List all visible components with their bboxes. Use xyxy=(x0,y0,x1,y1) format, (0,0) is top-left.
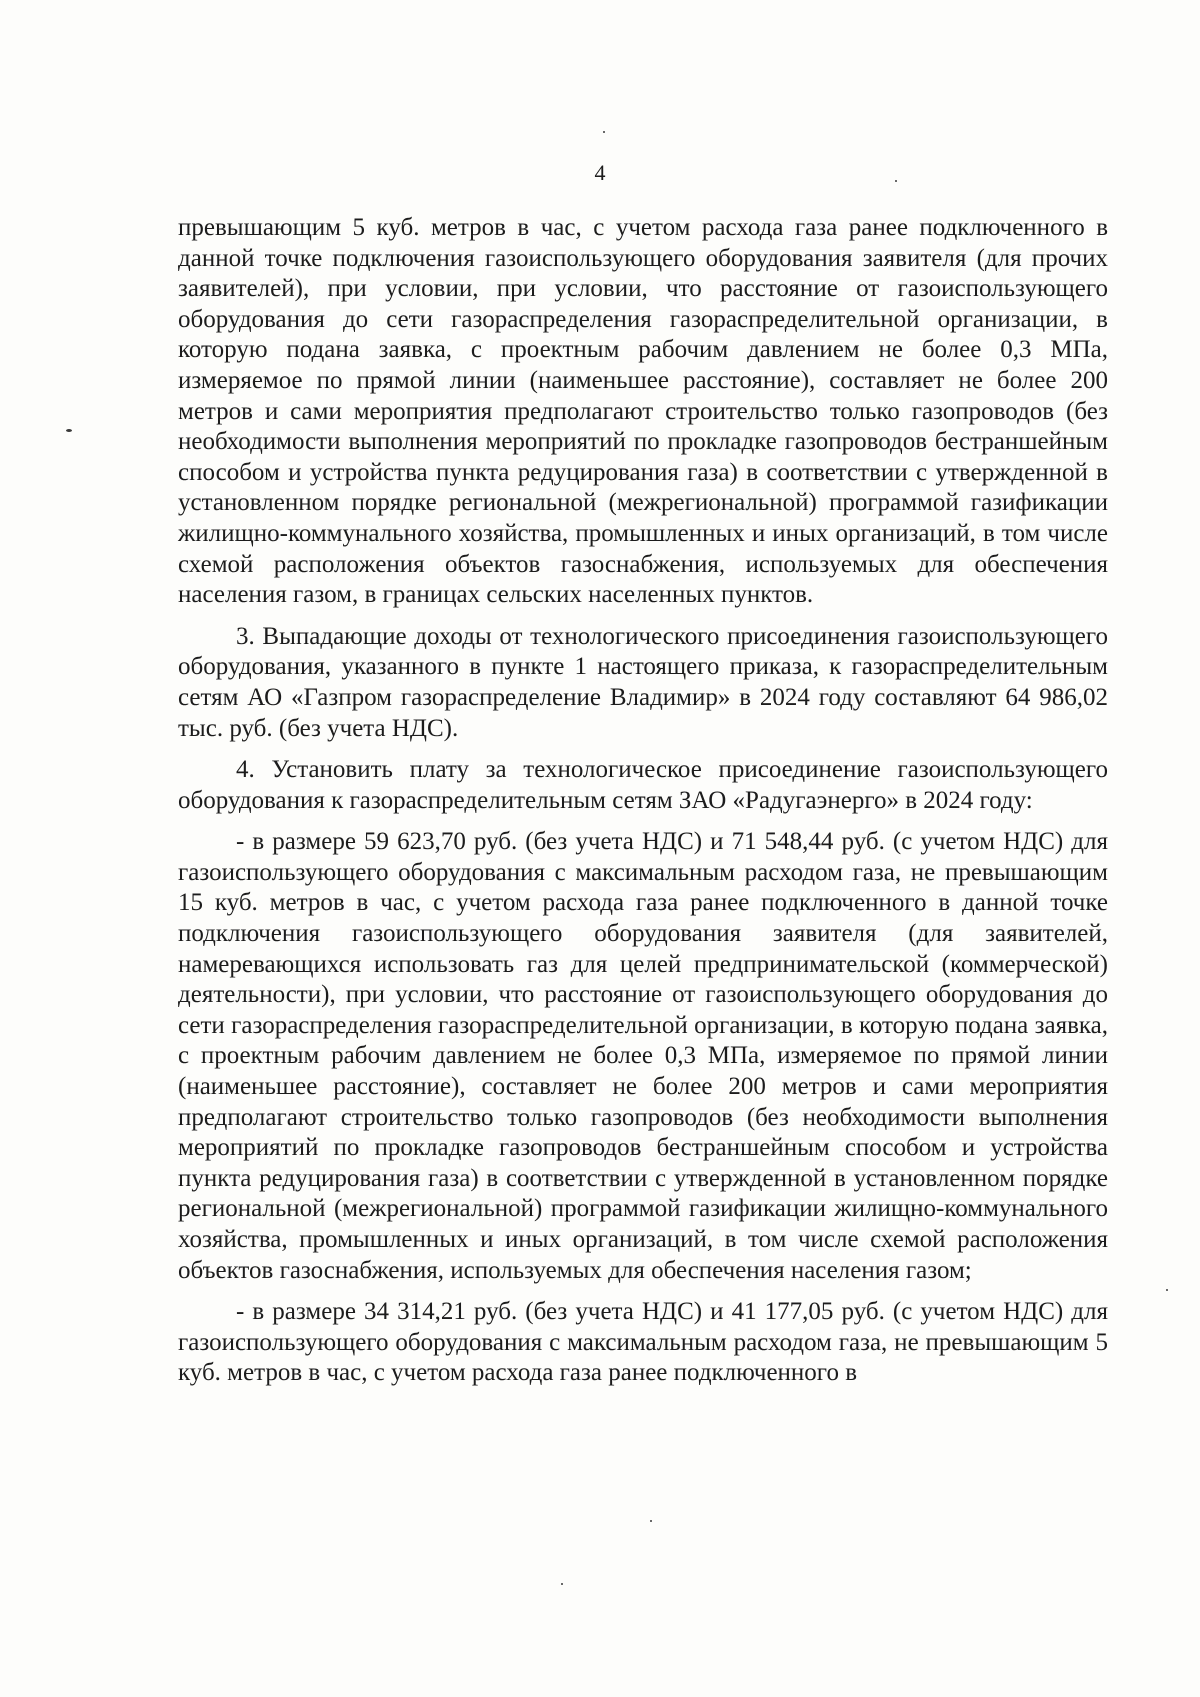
paragraph-continuation: превышающим 5 куб. метров в час, с учетом расхода газа ранее подключенного в данной точке подключения газоиспользующего оборудования заявителя (для прочих заявителей), при условии, при условии, что расстояние от газоиспользующего оборудования до сети газораспределения газораспределительной организации, в которую подана заявка, с проектным рабочим давлением не более 0,3 МПа, измеряемое по прямой линии (наименьшее расстояние), составляет не более 200 метров и сами мероприятия предполагают строительство только газопроводов (без необходимости выполнения мероприятий по прокладке газопроводов бестраншейным способом и устройства пункта редуцирования газа) в соответствии с утвержденной в установленном порядке региональной (межрегиональной) программой газификации жилищно-коммунального хозяйства, промышленных и иных организаций, в том числе схемой расположения объектов газоснабжения, используемых для обеспечения населения газом, в границах сельских населенных пунктов. xyxy=(178,214,1108,609)
document-body xyxy=(178,213,1108,1389)
page-number: 4 xyxy=(594,160,606,185)
paragraph-fee-15-cubic-meters: - в размере 59 623,70 руб. (без учета НДС) и 71 548,44 руб. (с учетом НДС) для газоиспользующего оборудования с максимальным расходом газа, не превышающим 15 куб. метров в час, с учетом расхода газа ранее подключенного в данной точке подключения газоиспользующего оборудования заявителя (для заявителей, намеревающихся использовать газ для целей предпринимательской (коммерческой) деятельности), при условии, что расстояние от газоиспользующего оборудования до сети газораспределения газораспределительной организации, в которую подана заявка, с проектным рабочим давлением не более 0,3 МПа, измеряемое по прямой линии (наименьшее расстояние), составляет не более 200 метров и сами мероприятия предполагают строительство только газопроводов (без необходимости выполнения мероприятий по прокладке газопроводов бестраншейным способом и устройства пункта редуцирования газа) в соответствии с утвержденной в установленном порядке региональной (межрегиональной) программой газификации жилищно-коммунального хозяйства, промышленных и иных организаций, в том числе схемой расположения объектов газоснабжения, используемых для обеспечения населения газом; xyxy=(178,828,1108,1284)
scan-speck xyxy=(561,1583,563,1585)
scan-speck xyxy=(650,1520,652,1522)
scan-speck xyxy=(66,429,72,432)
scan-speck xyxy=(895,180,897,182)
scan-speck xyxy=(1166,1289,1168,1291)
scan-speck xyxy=(603,131,605,133)
paragraph-item-4: 4. Установить плату за технологическое присоединение газоиспользующего оборудования к газораспределительным сетям ЗАО «Радугаэнерго» в 2024 году: xyxy=(178,756,1108,814)
paragraph-item-3: 3. Выпадающие доходы от технологического присоединения газоиспользующего оборудования, указанного в пункте 1 настоящего приказа, к газораспределительным сетям АО «Газпром газораспределение Владимир» в 2024 году составляют 64 986,02 тыс. руб. (без учета НДС). xyxy=(178,622,1108,742)
paragraph-fee-5-cubic-meters: - в размере 34 314,21 руб. (без учета НДС) и 41 177,05 руб. (с учетом НДС) для газоиспользующего оборудования с максимальным расходом газа, не превышающим 5 куб. метров в час, с учетом расхода газа ранее подключенного в xyxy=(178,1298,1108,1387)
